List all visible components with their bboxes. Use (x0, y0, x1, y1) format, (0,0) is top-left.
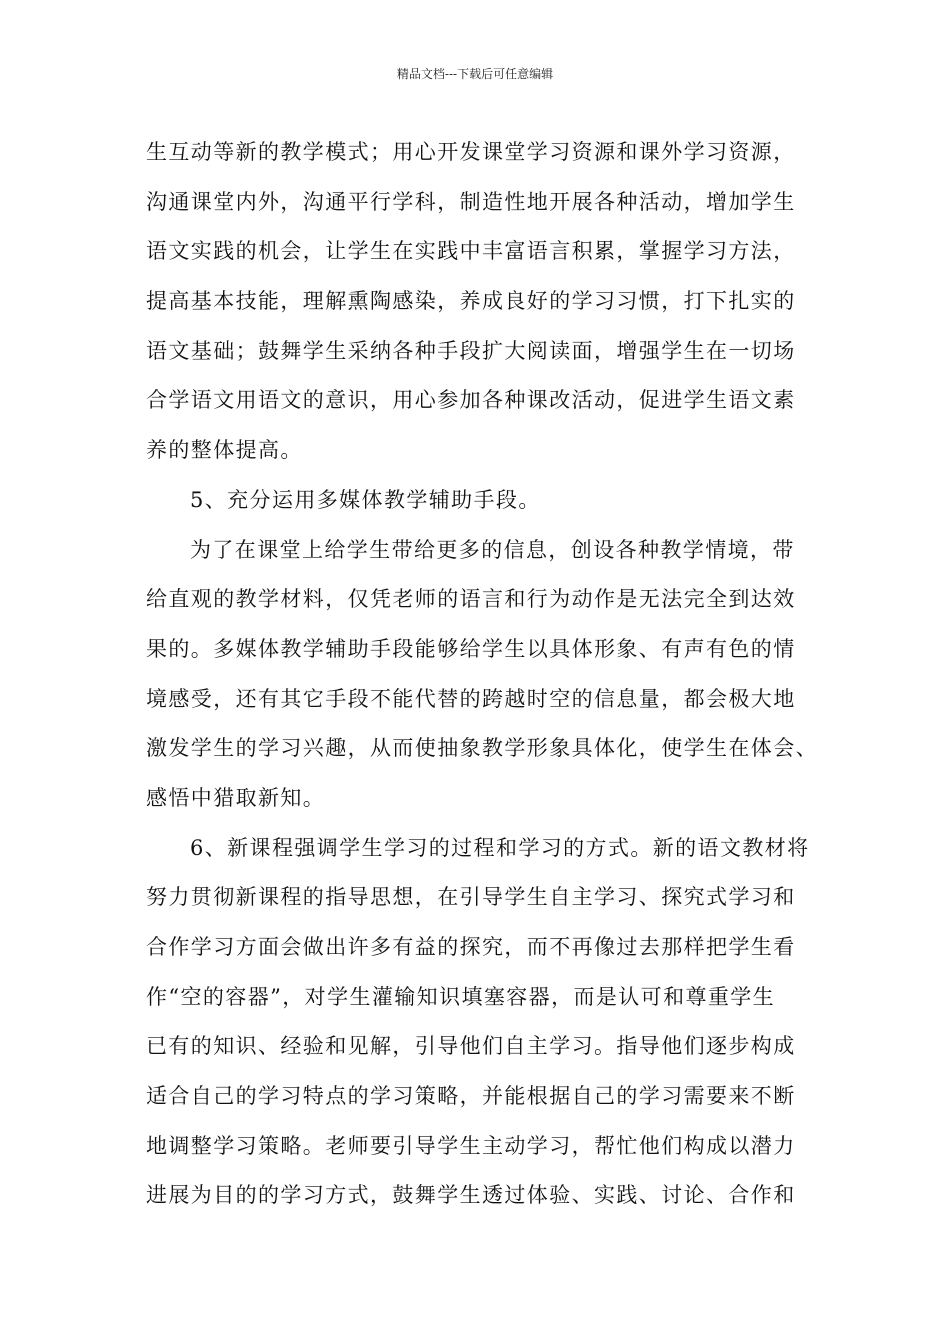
text-line: 地调整学习策略。老师要引导学生主动学习，帮忙他们构成以潜力 (146, 1133, 796, 1158)
text-line: 语文实践的机会，让学生在实践中丰富语言积累，掌握学习方法， (146, 239, 796, 264)
text-line: 养的整体提高。 (146, 438, 303, 463)
text-line: 感悟中猎取新知。 (146, 785, 326, 810)
document-body (146, 128, 836, 1221)
paragraph-start: 为了在课堂上给学生带给更多的信息，创设各种教学情境，带 (190, 537, 795, 562)
text-line: 提高基本技能，理解熏陶感染，养成良好的学习习惯，打下扎实的 (146, 289, 796, 314)
text-line: 激发学生的学习兴趣，从而使抽象教学形象具体化，使学生在体会、 (146, 736, 818, 761)
text-line: 已有的知识、经验和见解，引导他们自主学习。指导他们逐步构成 (146, 1034, 796, 1059)
text-line: 沟通课堂内外，沟通平行学科，制造性地开展各种活动，增加学生 (146, 189, 796, 214)
text-line: 给直观的教学材料，仅凭老师的语言和行为动作是无法完全到达效 (146, 587, 796, 612)
paragraph-start: 6、新课程强调学生学习的过程和学习的方式。新的语文教材将 (190, 835, 810, 860)
text-line: 合学语文用语文的意识，用心参加各种课改活动，促进学生语文素 (146, 388, 796, 413)
text-line: 语文基础；鼓舞学生采纳各种手段扩大阅读面，增强学生在一切场 (146, 338, 796, 363)
text-line: 生互动等新的教学模式；用心开发课堂学习资源和课外学习资源， (146, 140, 796, 164)
text-line: 努力贯彻新课程的指导思想，在引导学生自主学习、探究式学习和 (146, 885, 796, 910)
text-line: 合作学习方面会做出许多有益的探究，而不再像过去那样把学生看 (146, 935, 796, 959)
text-line: 适合自己的学习特点的学习策略，并能根据自己的学习需要来不断 (146, 1084, 796, 1109)
page-header: 精品文档---下载后可任意编辑 (396, 67, 554, 81)
text-line: 作“空的容器”，对学生灌输知识填塞容器，而是认可和尊重学生 (146, 984, 776, 1009)
text-line: 果的。多媒体教学辅助手段能够给学生以具体形象、有声有色的情 (146, 636, 796, 661)
section-heading: 5、充分运用多媒体教学辅助手段。 (190, 487, 541, 512)
text-line: 境感受，还有其它手段不能代替的跨越时空的信息量，都会极大地 (146, 686, 796, 711)
text-line: 进展为目的的学习方式，鼓舞学生透过体验、实践、讨论、合作和 (146, 1183, 796, 1208)
